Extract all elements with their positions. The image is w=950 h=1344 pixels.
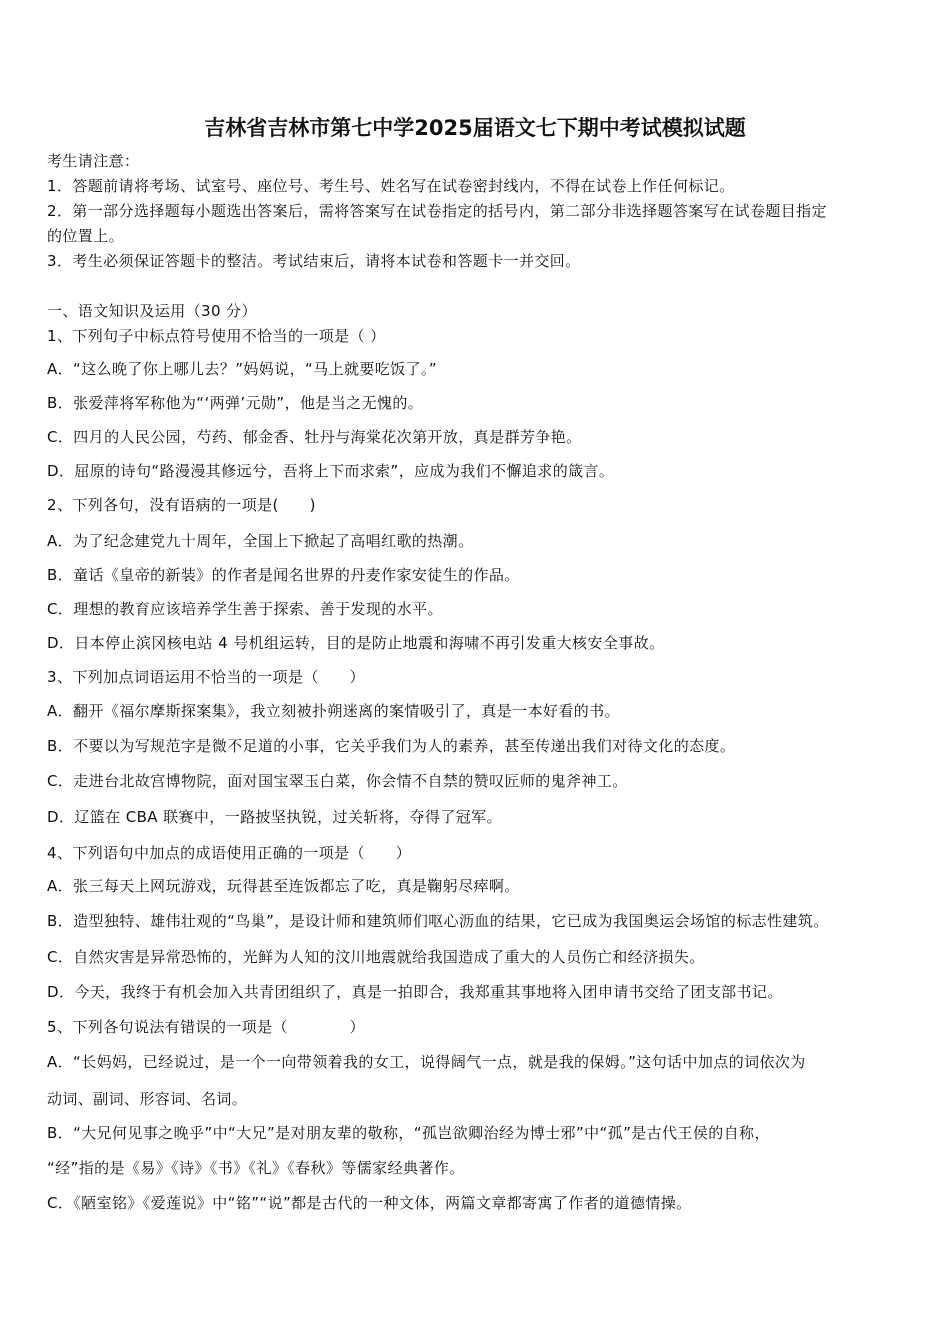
notice-heading: 考生请注意：	[47, 152, 140, 170]
text-line: A．“这么晚了你上哪儿去？”妈妈说，“马上就要吃饭了。”	[47, 360, 438, 378]
text-line: A．为了纪念建党九十周年，全国上下掀起了高唱红歌的热潮。	[47, 532, 474, 550]
text-line: 3．考生必须保证答题卡的整洁。考试结束后，请将本试卷和答题卡一并交回。	[47, 252, 581, 270]
page-title: 吉林省吉林市第七中学2025届语文七下期中考试模拟试题	[204, 116, 746, 140]
text-line: 3、下列加点词语运用不恰当的一项是（ ）	[47, 668, 365, 686]
text-line: D．辽篮在 CBA 联赛中，一路披坚执锐，过关斩将，夺得了冠军。	[47, 808, 502, 826]
text-line: 5、下列各句说法有错误的一项是（ ）	[47, 1018, 365, 1036]
text-line: D．今天，我终于有机会加入共青团组织了，真是一拍即合，我郑重其事地将入团申请书交给了团支部书记。	[47, 983, 783, 1001]
text-line: 4、下列语句中加点的成语使用正确的一项是（ ）	[47, 844, 412, 862]
text-line: 的位置上。	[47, 227, 125, 245]
text-line: 1．答题前请将考场、试室号、座位号、考生号、姓名写在试卷密封线内，不得在试卷上作任何标记。	[47, 177, 735, 195]
text-line: B．“大兄何见事之晚乎”中“大兄”是对朋友辈的敬称，“孤岂欲卿治经为博士邪”中“孤”是古代王侯的自称，	[47, 1124, 770, 1142]
text-line: 1、下列句子中标点符号使用不恰当的一项是（ ）	[47, 327, 386, 345]
text-line: 2．第一部分选择题每小题选出答案后，需将答案写在试卷指定的括号内，第二部分非选择题答案写在试卷题目指定	[47, 202, 827, 220]
text-line: B．童话《皇帝的新装》的作者是闻名世界的丹麦作家安徒生的作品。	[47, 566, 520, 584]
text-line: D．日本停止滨冈核电站 4 号机组运转，目的是防止地震和海啸不再引发重大核安全事故。	[47, 634, 665, 652]
text-line: C．理想的教育应该培养学生善于探索、善于发现的水平。	[47, 600, 443, 618]
text-line: C．四月的人民公园，芍药、郁金香、牡丹与海棠花次第开放，真是群芳争艳。	[47, 428, 582, 446]
section-heading: 一、语文知识及运用（30 分）	[47, 302, 257, 320]
text-line: “经”指的是《易》《诗》《书》《礼》《春秋》等儒家经典著作。	[47, 1159, 465, 1177]
text-line: B．造型独特、雄伟壮观的“鸟巢”，是设计师和建筑师们呕心沥血的结果，它已成为我国奥运会场馆的标志性建筑。	[47, 912, 829, 930]
text-line: 2、下列各句，没有语病的一项是( )	[47, 496, 316, 514]
text-line: A．翻开《福尔摩斯探案集》，我立刻被扑朔迷离的案情吸引了，真是一本好看的书。	[47, 702, 620, 720]
text-line: C．自然灾害是异常恐怖的，光鲜为人知的汶川地震就给我国造成了重大的人员伤亡和经济损失。	[47, 948, 705, 966]
text-line: A．“长妈妈，已经说过，是一个一向带领着我的女工，说得阔气一点，就是我的保姆。”这句话中加点的词依次为	[47, 1053, 806, 1071]
text-line: D．屈原的诗句“路漫漫其修远兮，吾将上下而求索”，应成为我们不懈追求的箴言。	[47, 462, 615, 480]
text-line: A．张三每天上网玩游戏，玩得甚至连饭都忘了吃，真是鞠躬尽瘁啊。	[47, 877, 520, 895]
text-line: C．走进台北故宫博物院，面对国宝翠玉白菜，你会情不自禁的赞叹匠师的鬼斧神工。	[47, 772, 628, 790]
text-line: B．不要以为写规范字是微不足道的小事，它关乎我们为人的素养，甚至传递出我们对待文化的态度。	[47, 737, 736, 755]
text-line: 动词、副词、形容词、名词。	[47, 1090, 248, 1108]
text-line: C．《陋室铭》《爱莲说》中“铭”“说”都是古代的一种文体，两篇文章都寄寓了作者的道德情操。	[47, 1194, 692, 1212]
text-line: B．张爱萍将军称他为“‘两弹’元勋”，他是当之无愧的。	[47, 394, 424, 412]
